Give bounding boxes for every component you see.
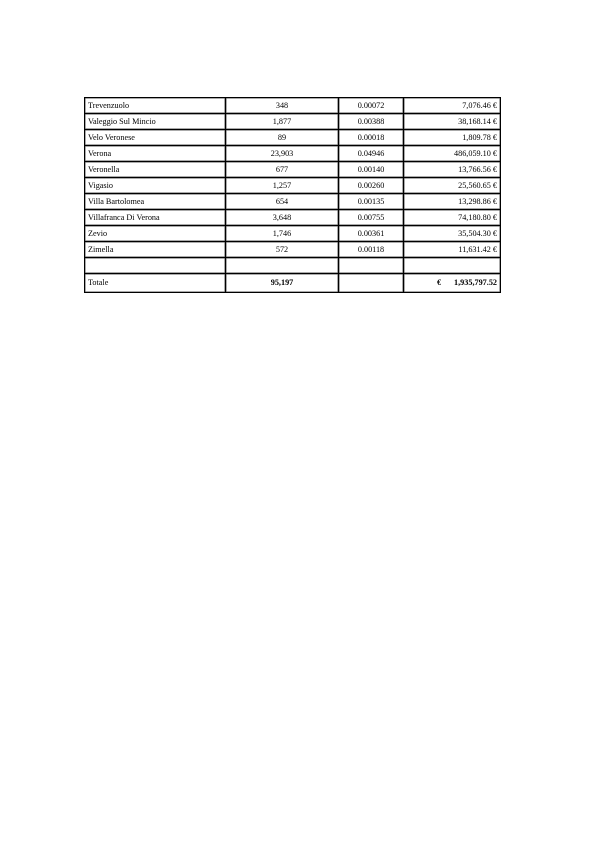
population-cell: 677 [226, 162, 339, 178]
total-amount: 1,935,797.52 [454, 278, 497, 287]
coefficient-cell: 0.00755 [339, 210, 404, 226]
population-cell: 23,903 [226, 146, 339, 162]
table-row [85, 226, 501, 242]
municipality-name-cell: Trevenzuolo [85, 98, 226, 114]
total-label: Totale [85, 274, 226, 293]
population-cell: 3,648 [226, 210, 339, 226]
municipality-name-cell: Vigasio [85, 178, 226, 194]
amount-cell: 7,076.46 € [404, 98, 501, 114]
table-row [85, 210, 501, 226]
empty-cell [404, 258, 501, 274]
municipality-name-cell: Velo Veronese [85, 130, 226, 146]
municipality-table [84, 97, 501, 293]
municipality-name-cell: Zevio [85, 226, 226, 242]
empty-cell [226, 258, 339, 274]
coefficient-cell: 0.00140 [339, 162, 404, 178]
population-cell: 348 [226, 98, 339, 114]
municipality-name-cell: Villafranca Di Verona [85, 210, 226, 226]
coefficient-cell: 0.04946 [339, 146, 404, 162]
table-row [85, 242, 501, 258]
population-cell: 89 [226, 130, 339, 146]
empty-cell [339, 258, 404, 274]
amount-cell: 38,168.14 € [404, 114, 501, 130]
population-cell: 572 [226, 242, 339, 258]
municipality-name-cell: Valeggio Sul Mincio [85, 114, 226, 130]
population-cell: 1,746 [226, 226, 339, 242]
coefficient-cell: 0.00260 [339, 178, 404, 194]
total-currency-symbol: € [437, 278, 442, 287]
municipality-name-cell: Zimella [85, 242, 226, 258]
table-row [85, 194, 501, 210]
coefficient-cell: 0.00388 [339, 114, 404, 130]
total-amount-cell [404, 274, 501, 293]
amount-cell: 1,809.78 € [404, 130, 501, 146]
table-row [85, 162, 501, 178]
amount-cell: 13,766.56 € [404, 162, 501, 178]
amount-cell: 13,298.86 € [404, 194, 501, 210]
empty-row [85, 258, 501, 274]
amount-cell: 25,560.65 € [404, 178, 501, 194]
coefficient-cell: 0.00018 [339, 130, 404, 146]
coefficient-cell: 0.00135 [339, 194, 404, 210]
municipality-name-cell: Verona [85, 146, 226, 162]
table-row [85, 178, 501, 194]
table-row [85, 146, 501, 162]
table-row [85, 130, 501, 146]
population-cell: 1,877 [226, 114, 339, 130]
table-row [85, 114, 501, 130]
amount-cell: 74,180.80 € [404, 210, 501, 226]
total-coefficient-cell [339, 274, 404, 293]
amount-cell: 35,504.30 € [404, 226, 501, 242]
municipality-name-cell: Veronella [85, 162, 226, 178]
table-body [85, 98, 501, 293]
amount-cell: 486,059.10 € [404, 146, 501, 162]
total-row [85, 274, 501, 293]
table-row [85, 98, 501, 114]
coefficient-cell: 0.00072 [339, 98, 404, 114]
coefficient-cell: 0.00361 [339, 226, 404, 242]
amount-cell: 11,631.42 € [404, 242, 501, 258]
population-cell: 1,257 [226, 178, 339, 194]
municipality-name-cell: Villa Bartolomea [85, 194, 226, 210]
total-population: 95,197 [226, 274, 339, 293]
population-cell: 654 [226, 194, 339, 210]
coefficient-cell: 0.00118 [339, 242, 404, 258]
empty-cell [85, 258, 226, 274]
